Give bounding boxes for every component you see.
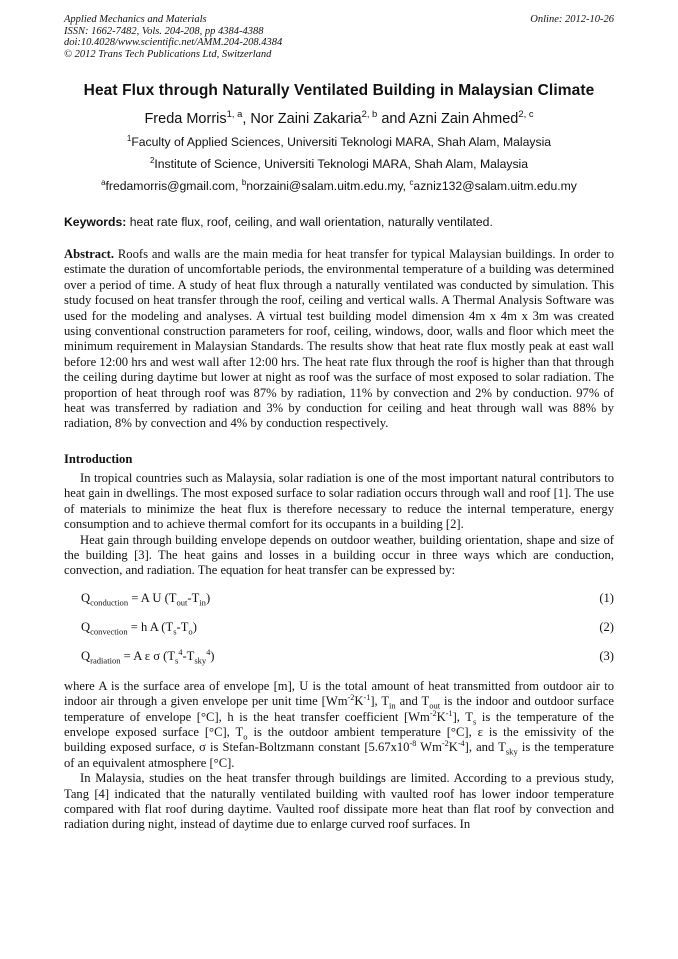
eq-rhs: ) (210, 648, 215, 663)
text-run: is the outdoor ambient temperature [°C], ε is the emissivity of the building exposed surface, σ is Stefan-Boltzmann constant [5.67x10 (64, 724, 614, 755)
issn-line: ISSN: 1662-7482, Vols. 204-208, pp 4384-4388 (64, 25, 264, 37)
affiliation-1 (64, 135, 614, 149)
text-run: where A is the surface area of envelope [m], U is the total amount of heat transmitted from outdoor air to indoor air through a given envelope per unit time [Wm (64, 678, 614, 709)
eq-rhs: ) (192, 619, 197, 634)
unit-exponent: -1 (363, 692, 371, 702)
journal-name: Applied Mechanics and Materials (64, 14, 207, 25)
unit-exponent: -2 (441, 739, 449, 749)
text-run: ], T (370, 694, 390, 709)
author-separator: and (377, 111, 409, 127)
affiliation-2 (64, 157, 614, 171)
eq-subscript: convection (90, 626, 128, 637)
intro-paragraph-1: In tropical countries such as Malaysia, solar radiation is one of the most important natural contributors to heat gain in dwellings. The most exposed surface to solar radiation occurs through wall and roof [1]. The use of materials to minimize the heat flux is therefore necessary to reduce the internal temperature, energy consumption and to achieve thermal comfort for its occupants in a building [2]. (64, 470, 614, 532)
eq-rhs: -T (182, 648, 195, 663)
author-affil-mark: 1, a (226, 108, 243, 120)
eq-subscript: conduction (90, 597, 129, 608)
eq-rhs: -T (187, 590, 200, 605)
affiliation-text: Faculty of Applied Sciences, Universiti Teknologi MARA, Shah Alam, Malaysia (131, 135, 552, 149)
author-affil-mark: 2, b (361, 108, 378, 120)
equation-number: (1) (599, 590, 614, 605)
intro-paragraph-3: In Malaysia, studies on the heat transfer through buildings are limited. According to a previous study, Tang [4] indicated that the naturally ventilated building with vaulted roof has lower indoor temperature compared with flat roof during daytime. Vaulted roof dissipate more heat than flat roof by convection and radiation during night, instead of daytime due to enlarge curved roof surfaces. In (64, 771, 614, 832)
affiliation-text: Institute of Science, Universiti Teknologi MARA, Shah Alam, Malaysia (154, 157, 529, 171)
eq-subscript: radiation (90, 655, 121, 666)
text-run: is the indoor and outdoor surface temperature of envelope [°C], h is the heat transfer coefficient [Wm (64, 694, 614, 724)
email-mark: a (101, 177, 106, 187)
paper-page (64, 14, 614, 833)
journal-header (64, 14, 614, 60)
equation-number: (2) (599, 619, 614, 634)
unit-exponent: -1 (445, 708, 453, 718)
email-mark: b (241, 177, 247, 187)
text-run: K (436, 709, 446, 724)
email-address[interactable]: norzaini@salam.uitm.edu.my, (246, 179, 410, 193)
copyright-line: © 2012 Trans Tech Publications Ltd, Switzerland (64, 48, 272, 60)
equation-convection (81, 620, 614, 636)
email-mark: c (409, 177, 414, 187)
eq-subscript: s (173, 626, 177, 637)
variable-definitions (64, 679, 614, 771)
eq-rhs: = A ε σ (T (120, 648, 176, 663)
eq-rhs: ) (205, 590, 211, 605)
var-subscript: s (472, 716, 477, 727)
intro-paragraph-2: Heat gain through building envelope depends on outdoor weather, building orientation, shape and size of the building [3]. The heat gains and losses in a building occur in three ways which are conduction, convection, and radiation. The equation for heat transfer can be expressed by: (64, 532, 614, 578)
section-heading-introduction: Introduction (64, 451, 133, 466)
author-name: Freda Morris (144, 111, 227, 127)
author-affil-mark: 2, c (518, 108, 534, 120)
keywords-label: Keywords: (64, 215, 127, 229)
author-emails (64, 179, 614, 193)
var-subscript: out (429, 700, 441, 711)
unit-exponent: -8 (409, 739, 417, 749)
text-run: Wm (416, 740, 442, 755)
equation-radiation (81, 649, 614, 665)
doi-line[interactable]: doi:10.4028/www.scientific.net/AMM.204-208.4384 (64, 37, 283, 48)
eq-rhs: = h A (T (127, 619, 174, 634)
text-run: and T (395, 694, 430, 709)
text-run: is the temperature of an equivalent atmosphere [°C]. (64, 740, 614, 770)
unit-exponent: -4 (457, 739, 465, 749)
eq-rhs: -T (176, 619, 189, 634)
text-run: ], T (452, 709, 473, 724)
eq-subscript: out (176, 597, 188, 608)
email-address[interactable]: azniz132@salam.uitm.edu.my (413, 179, 577, 193)
eq-symbol: Q (81, 648, 91, 663)
keywords (64, 215, 614, 229)
eq-subscript: sky (194, 655, 207, 666)
email-address[interactable]: fredamorris@gmail.com, (105, 179, 242, 193)
text-run: K (354, 694, 364, 709)
paper-title: Heat Flux through Naturally Ventilated Building in Malaysian Climate (83, 82, 595, 99)
online-date: Online: 2012-10-26 (530, 14, 614, 25)
author-separator: , (242, 111, 251, 127)
text-run: is the temperature of the envelope exposed surface [°C], T (64, 709, 614, 739)
equation-number: (3) (599, 648, 614, 663)
var-subscript: sky (505, 746, 518, 757)
eq-symbol: Q (81, 619, 91, 634)
eq-superscript: 4 (178, 647, 183, 657)
author-name: Azni Zain Ahmed (408, 111, 519, 127)
unit-exponent: -2 (429, 708, 437, 718)
eq-subscript: o (188, 626, 193, 637)
eq-subscript: s (175, 655, 179, 666)
text-run: ], and T (464, 740, 506, 755)
abstract (64, 247, 614, 432)
abstract-text: Roofs and walls are the main media for heat transfer for typical Malaysian buildings. In order to estimate the duration of uncomfortable periods, the environmental temperature of a building was determined over a period of time. A study of heat flux through a naturally ventilated was conducted by simulation. This study focused on heat transfer through the roof, ceiling and vertical walls. A Thermal Analysis Software was used for the modeling and analyses. A virtual test building model dimension 4m x 4m x 3m was created using conventional construction parameters for roof, ceiling, windows, door, walls and floor which meet the minimum requirement in Malaysian Standards. The results show that heat rate flux mostly peak at east wall before 12:00 hrs and west wall after 12:00 hrs. The heat rate flux through the roof is higher than that through the ceiling during daytime but lower at night as roof was the surface of most exposed to solar radiation. The proportion of heat through roof was 87% by radiation, 11% by convection and 2% by conduction. 97% of heat was transferred by radiation and 3% by conduction for ceiling and heat through wall was 88% by radiation, 8% by convection and 4% by conduction respectively. (64, 247, 614, 431)
unit-exponent: -2 (347, 692, 355, 702)
eq-subscript: in (199, 597, 206, 608)
eq-rhs: = A U (T (128, 590, 177, 605)
abstract-label: Abstract. (64, 247, 115, 261)
affiliation-mark: 2 (149, 155, 155, 165)
eq-superscript: 4 (206, 647, 211, 657)
author-list (64, 108, 614, 127)
var-subscript: in (389, 700, 396, 711)
text-run: K (448, 740, 458, 755)
author-name: Nor Zaini Zakaria (250, 111, 362, 127)
var-subscript: o (243, 731, 248, 742)
eq-symbol: Q (81, 590, 91, 605)
affiliation-mark: 1 (126, 133, 132, 143)
equation-conduction (81, 591, 614, 607)
keywords-text: heat rate flux, roof, ceiling, and wall orientation, naturally ventilated. (126, 215, 493, 229)
